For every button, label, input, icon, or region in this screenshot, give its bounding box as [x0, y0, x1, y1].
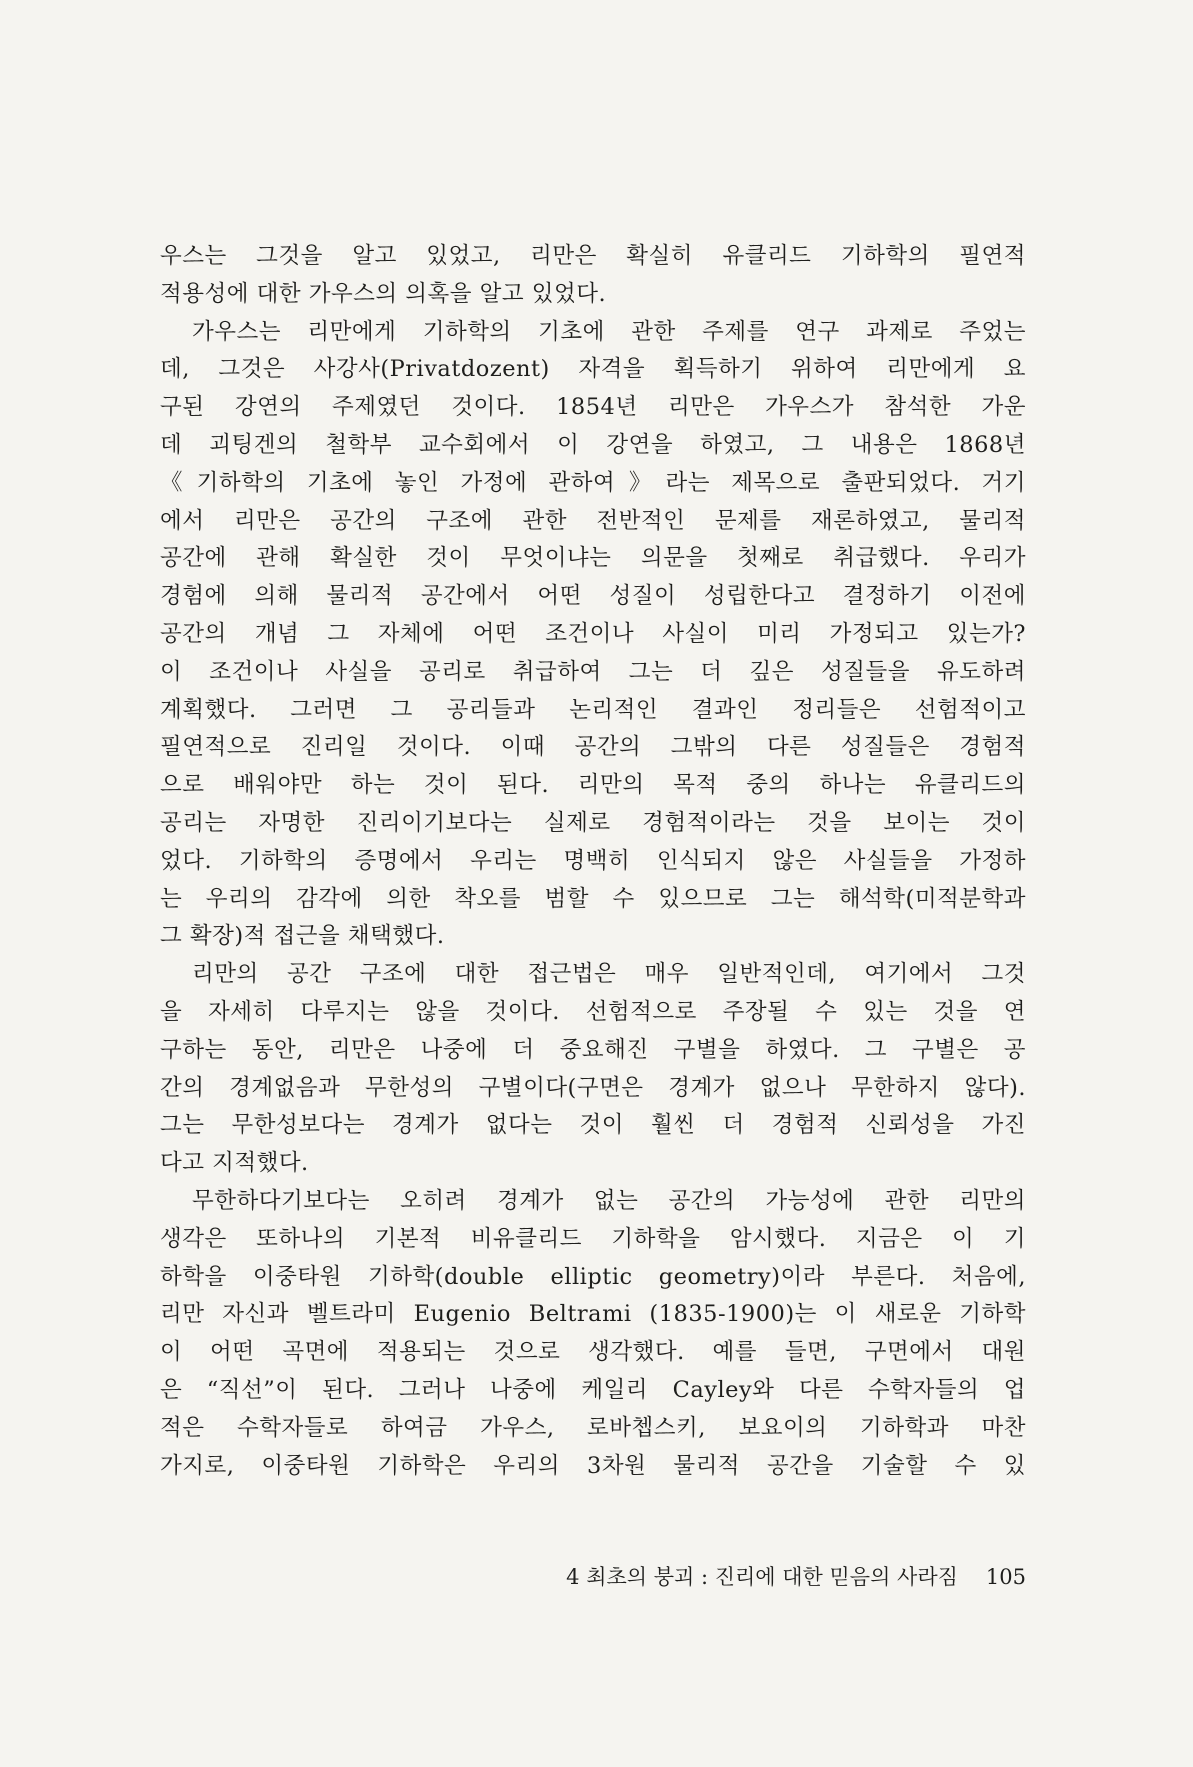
text-line: 은 “직선”이 된다. 그러나 나중에 케일리 Cayley와 다른 수학자들의 업 [160, 1376, 1026, 1403]
text-line: 이 어떤 곡면에 적용되는 것으로 생각했다. 예를 들면, 구면에서 대원 [160, 1339, 1026, 1366]
text-line: 가지로, 이중타원 기하학은 우리의 3차원 물리적 공간을 기술할 수 있 [160, 1452, 1026, 1479]
text-line: 공간에 관해 확실한 것이 무엇이냐는 의문을 첫째로 취급했다. 우리가 [160, 545, 1026, 572]
text-line: 무한하다기보다는 오히려 경계가 없는 공간의 가능성에 관한 리만의 [192, 1187, 1026, 1214]
paragraph [160, 238, 1026, 314]
paragraph [160, 314, 1026, 957]
text-line: 을 자세히 다루지는 않을 것이다. 선험적으로 주장될 수 있는 것을 연 [160, 998, 1026, 1025]
text-line: 공간의 개념 그 자체에 어떤 조건이나 사실이 미리 가정되고 있는가? [160, 620, 1026, 647]
text-line: 우스는 그것을 알고 있었고, 리만은 확실히 유클리드 기하학의 필연적 [160, 243, 1026, 269]
text-line: 필연적으로 진리일 것이다. 이때 공간의 그밖의 다른 성질들은 경험적 [160, 734, 1026, 761]
text-line: 그는 무한성보다는 경계가 없다는 것이 훨씬 더 경험적 신뢰성을 가진 [160, 1112, 1026, 1139]
text-line: 는 우리의 감각에 의한 착오를 범할 수 있으므로 그는 해석학(미적분학과 [160, 885, 1026, 912]
paragraph [160, 1183, 1026, 1485]
text-line: 구하는 동안, 리만은 나중에 더 중요해진 구별을 하였다. 그 구별은 공 [160, 1036, 1026, 1063]
text-line: 데 괴팅겐의 철학부 교수회에서 이 강연을 하였고, 그 내용은 1868년 [160, 431, 1026, 458]
chapter-title: 4 최초의 붕괴 : 진리에 대한 믿음의 사라짐 [566, 1565, 958, 1589]
text-line: 에서 리만은 공간의 구조에 관한 전반적인 문제를 재론하였고, 물리적 [160, 507, 1026, 534]
text-line: 경험에 의해 물리적 공간에서 어떤 성질이 성립한다고 결정하기 이전에 [160, 583, 1026, 610]
text-line: 데, 그것은 사강사(Privatdozent) 자격을 획득하기 위하여 리만에게 요 [160, 356, 1026, 383]
text-line: 계획했다. 그러면 그 공리들과 논리적인 결과인 정리들은 선험적이고 [160, 696, 1026, 723]
running-footer [476, 1562, 1026, 1592]
text-line: 공리는 자명한 진리이기보다는 실제로 경험적이라는 것을 보이는 것이 [160, 809, 1026, 836]
text-line: 하학을 이중타원 기하학(double elliptic geometry)이라 부른다. 처음에, [160, 1263, 1026, 1290]
text-line: 가우스는 리만에게 기하학의 기초에 관한 주제를 연구 과제로 주었는 [192, 318, 1026, 345]
text-line: 《기하학의 기초에 놓인 가정에 관하여》라는 제목으로 출판되었다. 거기 [160, 469, 1026, 496]
page-number: 105 [985, 1565, 1026, 1589]
text-line: 었다. 기하학의 증명에서 우리는 명백히 인식되지 않은 사실들을 가정하 [160, 847, 1026, 874]
text-line: 구된 강연의 주제였던 것이다. 1854년 리만은 가우스가 참석한 가운 [160, 394, 1026, 421]
text-line: 그 확장)적 접근을 채택했다. [160, 923, 445, 950]
text-line: 리만 자신과 벨트라미 Eugenio Beltrami (1835-1900)는 이 새로운 기하학 [160, 1301, 1026, 1328]
body-text [160, 238, 1026, 1485]
text-line: 리만의 공간 구조에 대한 접근법은 매우 일반적인데, 여기에서 그것 [192, 961, 1026, 988]
text-line: 간의 경계없음과 무한성의 구별이다(구면은 경계가 없으나 무한하지 않다). [160, 1074, 1026, 1101]
text-line: 적은 수학자들로 하여금 가우스, 로바쳅스키, 보요이의 기하학과 마찬 [160, 1414, 1026, 1441]
text-line: 적용성에 대한 가우스의 의혹을 알고 있었다. [160, 280, 607, 307]
text-line: 으로 배워야만 하는 것이 된다. 리만의 목적 중의 하나는 유클리드의 [160, 772, 1026, 799]
text-line: 이 조건이나 사실을 공리로 취급하여 그는 더 깊은 성질들을 유도하려 [160, 658, 1026, 685]
text-line: 생각은 또하나의 기본적 비유클리드 기하학을 암시했다. 지금은 이 기 [160, 1225, 1026, 1252]
paragraph [160, 956, 1026, 1183]
text-line: 다고 지적했다. [160, 1150, 309, 1177]
